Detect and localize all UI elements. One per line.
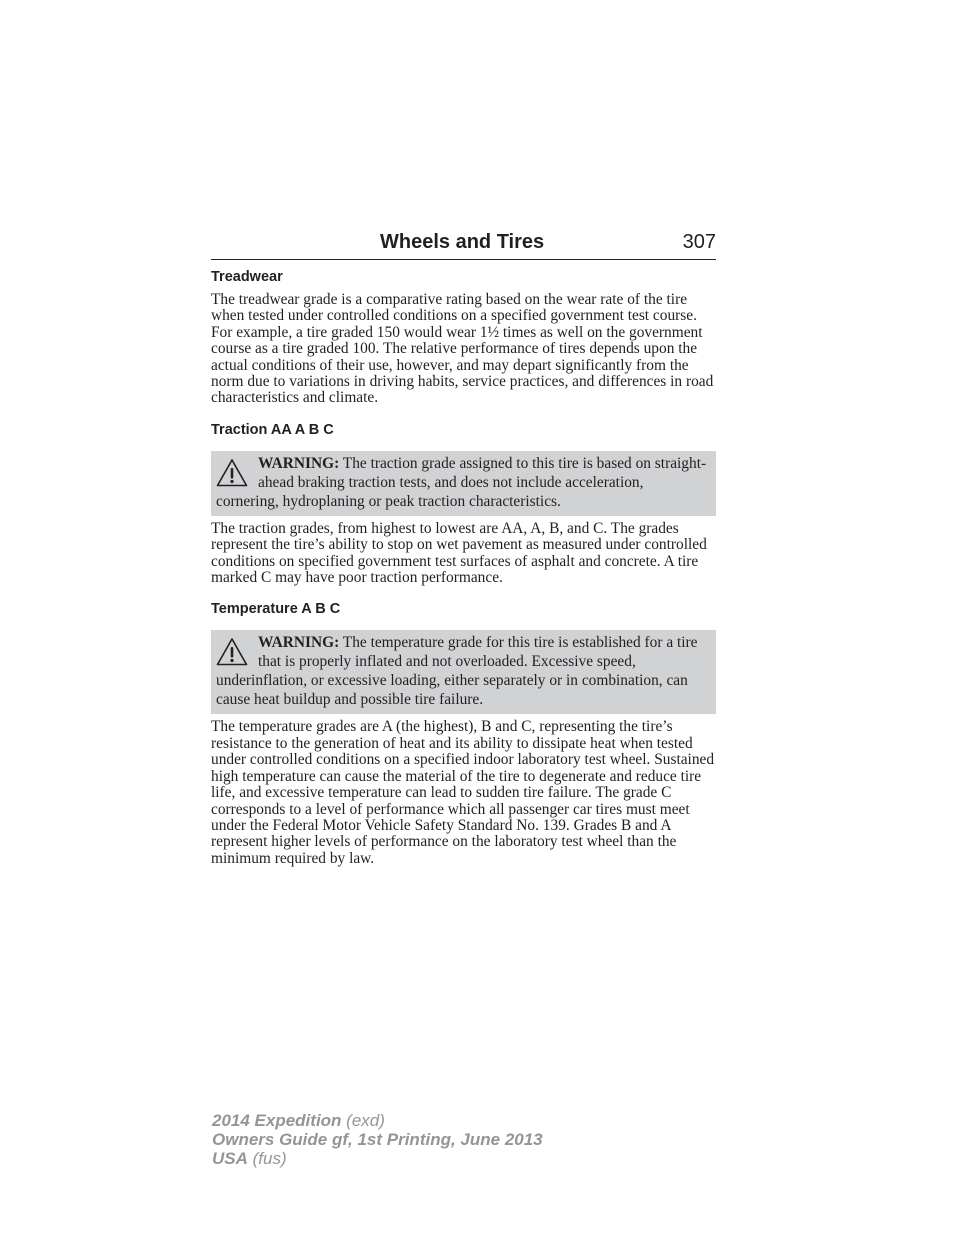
page-number: 307: [682, 231, 716, 253]
page-content: [211, 268, 716, 867]
temperature-paragraph: The temperature grades are A (the highest), B and C, representing the tire’s resistance to the generation of heat and its ability to dissipate heat when tested under controlled conditions on a specified indoor laboratory test wheel. Sustained high temperature can cause the material of the tire to degenerate and reduce tire life, and excessive temperature can lead to sudden tire failure. The grade C corresponds to a level of performance which all passenger car tires must meet under the Federal Motor Vehicle Safety Standard No. 139. Grades B and A represent higher levels of performance on the laboratory test wheel than the minimum required by law.: [211, 718, 715, 867]
document-footer: [212, 1111, 543, 1168]
footer-market-code: (fus): [247, 1149, 287, 1168]
footer-line-model: [212, 1111, 543, 1130]
section-title: Wheels and Tires: [380, 231, 545, 253]
footer-line-market: [212, 1149, 543, 1168]
warning-label: WARNING:: [258, 634, 340, 652]
temperature-warning-box: [211, 630, 716, 714]
warning-triangle-icon: [216, 458, 248, 488]
page-header: [211, 229, 716, 260]
warning-text: The traction grade assigned to this tire is based on straight-ahead braking traction tests, and does not include acceleration, cornering, hydroplaning or peak traction characteristics.: [216, 454, 707, 510]
footer-market: USA: [212, 1149, 248, 1168]
warning-label: WARNING:: [258, 454, 340, 472]
treadwear-heading: Treadwear: [211, 269, 283, 285]
temperature-heading: Temperature A B C: [211, 601, 341, 618]
warning-triangle-icon: [216, 637, 248, 667]
footer-model-code: (exd): [341, 1111, 385, 1130]
warning-text: The temperature grade for this tire is established for a tire that is properly inflated and not overloaded. Excessive speed, underinflation, or excessive loading, either separately or in combination, can cause heat buildup and possible tire failure.: [216, 634, 698, 709]
traction-warning-box: [211, 451, 716, 516]
traction-paragraph: The traction grades, from highest to lowest are AA, A, B, and C. The grades represent the tire’s ability to stop on wet pavement as measured under controlled conditions on specified government test surfaces of asphalt and concrete. A tire marked C may have poor traction performance.: [211, 519, 707, 587]
footer-model: 2014 Expedition: [212, 1111, 342, 1130]
footer-line-guide: [212, 1130, 543, 1149]
footer-guide: Owners Guide gf, 1st Printing, June 2013: [212, 1130, 543, 1149]
treadwear-paragraph: The treadwear grade is a comparative rating based on the wear rate of the tire when tested under controlled conditions on a specified government test course. For example, a tire graded 150 would wear 1½ times as well on the government course as a tire graded 100. The relative performance of tires depends upon the actual conditions of their use, however, and may depart significantly from the norm due to variations in driving habits, service practices, and differences in road characteristics and climate.: [211, 291, 714, 407]
traction-heading: Traction AA A B C: [211, 421, 334, 438]
